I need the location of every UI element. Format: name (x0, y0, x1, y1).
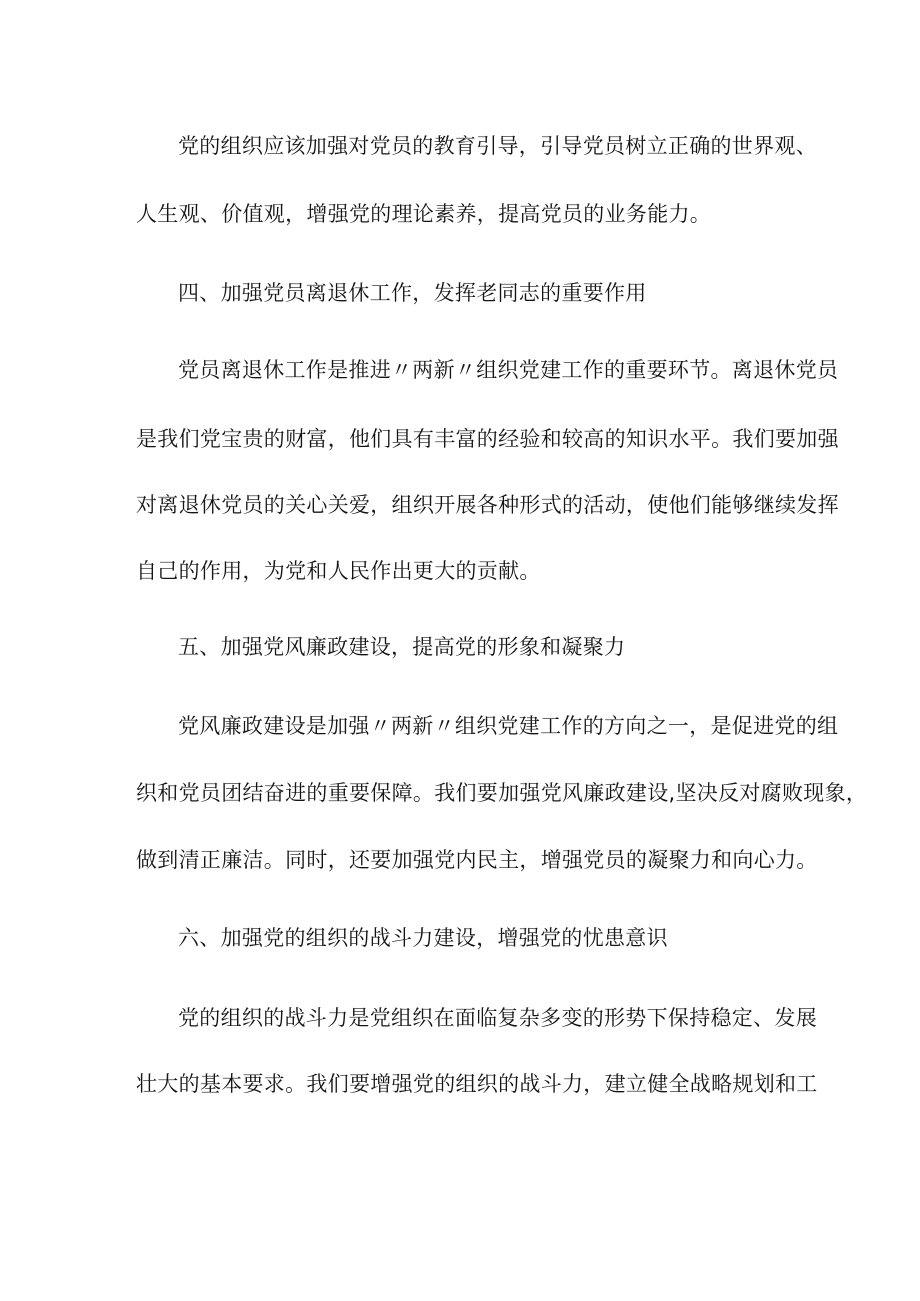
section-heading: 五、加强党风廉政建设，提高党的形象和凝聚力 (178, 635, 626, 659)
paragraph-line: 对离退休党员的关心关爱，组织开展各种形式的活动，使他们能够继续发挥 (136, 493, 839, 517)
paragraph-line: 人生观、价值观，增强党的理论素养，提高党员的业务能力。 (136, 202, 712, 226)
paragraph-line: 自己的作用，为党和人民作出更大的贡献。 (136, 559, 541, 583)
paragraph-line: 党员离退休工作是推进〃两新〃组织党建工作的重要环节。离退休党员 (178, 358, 839, 382)
section-heading: 四、加强党员离退休工作，发挥老同志的重要作用 (178, 281, 647, 305)
paragraph-line: 党的组织应该加强对党员的教育引导，引导党员树立正确的世界观、 (178, 134, 817, 158)
paragraph-line: 是我们党宝贵的财富，他们具有丰富的经验和较高的知识水平。我们要加强 (136, 427, 839, 451)
paragraph-line: 党的组织的战斗力是党组织在面临复杂多变的形势下保持稳定、发展 (178, 1006, 817, 1030)
section-heading: 六、加强党的组织的战斗力建设，增强党的忧患意识 (178, 926, 668, 950)
paragraph-line: 织和党员团结奋进的重要保障。我们要加强党风廉政建设,坚决反对腐败现象， (136, 781, 868, 805)
paragraph-line: 做到清正廉洁。同时，还要加强党内民主，增强党员的凝聚力和向心力。 (136, 848, 818, 872)
paragraph-line: 壮大的基本要求。我们要增强党的组织的战斗力，建立健全战略规划和工 (136, 1072, 818, 1096)
paragraph-line: 党风廉政建设是加强〃两新〃组织党建工作的方向之一，是促进党的组 (178, 714, 839, 738)
